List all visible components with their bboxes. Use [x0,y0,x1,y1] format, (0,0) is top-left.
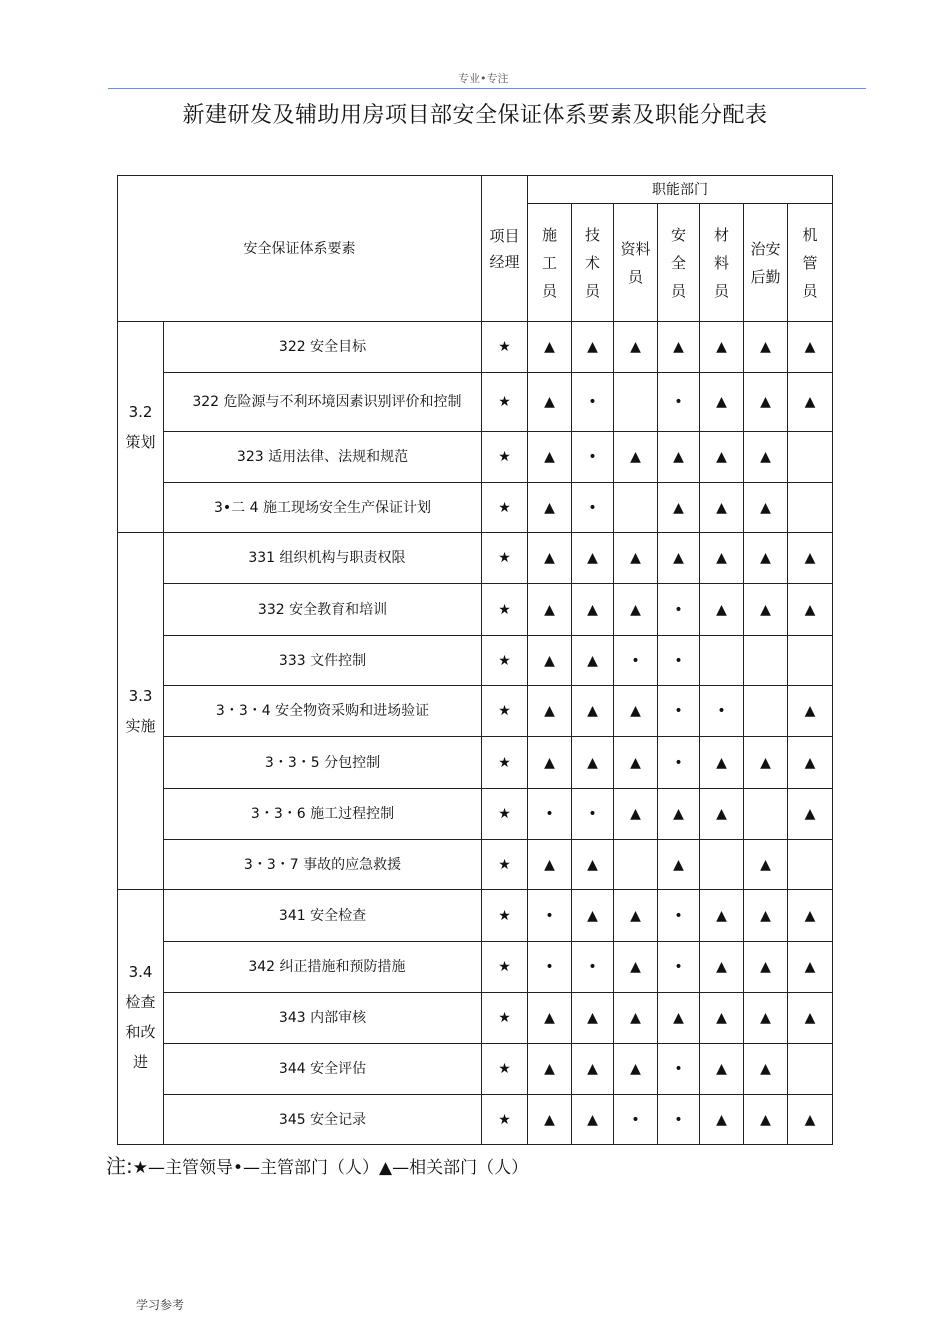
dept-mark: ▲ [572,1095,614,1145]
dept-mark: • [658,636,700,686]
element-item: 3・3・6 施工过程控制 [164,789,482,840]
pm-header: 项目 经理 [482,176,528,322]
dept-mark: • [700,686,744,737]
dept-mark: ▲ [788,1095,833,1145]
dept-mark: ▲ [572,993,614,1044]
pm-mark: ★ [482,993,528,1044]
dept-mark: ▲ [658,993,700,1044]
header-rule [108,88,866,89]
page-header-text: 专业•专注 [458,72,509,85]
dept-mark: • [614,1095,658,1145]
dept-mark: • [528,890,572,942]
dept-mark: ▲ [614,737,658,789]
section-label: 3.4 检查 和改 进 [118,890,164,1145]
dept-mark [788,840,833,890]
document-title: 新建研发及辅助用房项目部安全保证体系要素及职能分配表 [182,103,768,128]
element-header: 安全保证体系要素 [118,176,482,322]
pm-mark: ★ [482,890,528,942]
pm-mark: ★ [482,322,528,373]
dept-header: 材 料 员 [700,204,744,322]
pm-mark: ★ [482,737,528,789]
dept-header: 安 全 员 [658,204,700,322]
pm-mark: ★ [482,1095,528,1145]
pm-mark: ★ [482,432,528,483]
pm-mark: ★ [482,483,528,533]
dept-mark: ▲ [700,1095,744,1145]
element-item: 322 危险源与不利环境因素识别评价和控制 [164,373,482,432]
table-row [118,322,833,373]
element-item: 331 组织机构与职责权限 [164,533,482,584]
dept-mark: ▲ [744,432,788,483]
dept-mark: ▲ [700,322,744,373]
table-row [118,993,833,1044]
element-item: 3・3・7 事故的应急救援 [164,840,482,890]
dept-header: 资料 员 [614,204,658,322]
dept-mark: ▲ [614,789,658,840]
dept-mark: ▲ [572,584,614,636]
table-row [118,432,833,483]
dept-mark [744,686,788,737]
dept-mark: ▲ [528,373,572,432]
dept-mark: ▲ [614,890,658,942]
dept-mark: • [658,1044,700,1095]
element-item: 3・3・5 分包控制 [164,737,482,789]
dept-mark [744,789,788,840]
element-item: 323 适用法律、法规和规范 [164,432,482,483]
table-row [118,686,833,737]
pm-mark: ★ [482,942,528,993]
dept-mark: ▲ [788,584,833,636]
dept-mark: • [658,373,700,432]
dept-header: 机 管 员 [788,204,833,322]
dept-mark: ▲ [658,432,700,483]
dept-mark: ▲ [572,737,614,789]
dept-mark: • [572,432,614,483]
dept-mark: ▲ [528,1095,572,1145]
table-row [118,840,833,890]
dept-mark: ▲ [614,942,658,993]
dept-header: 施 工 员 [528,204,572,322]
dept-header: 技 术 员 [572,204,614,322]
dept-mark: ▲ [528,993,572,1044]
dept-mark [614,840,658,890]
dept-mark: ▲ [700,890,744,942]
dept-mark: • [572,789,614,840]
dept-mark: ▲ [744,890,788,942]
dept-mark: ▲ [614,584,658,636]
dept-mark: ▲ [658,483,700,533]
dept-mark: ▲ [700,483,744,533]
dept-mark: ▲ [744,373,788,432]
dept-mark: ▲ [788,942,833,993]
dept-mark [614,483,658,533]
note-lead: 注: [106,1154,133,1178]
dept-mark: ▲ [788,737,833,789]
table-body [118,176,833,1145]
dept-mark: ▲ [528,584,572,636]
dept-mark: ▲ [572,322,614,373]
dept-mark: ▲ [614,1044,658,1095]
dept-mark: ▲ [744,533,788,584]
dept-mark: ▲ [572,686,614,737]
pm-mark: ★ [482,636,528,686]
dept-mark: ▲ [614,432,658,483]
dept-mark: • [658,890,700,942]
dept-mark: ▲ [700,789,744,840]
dept-mark [788,432,833,483]
element-item: 343 内部审核 [164,993,482,1044]
dept-mark: ▲ [700,533,744,584]
dept-mark: ▲ [658,322,700,373]
dept-mark [744,636,788,686]
dept-mark: ▲ [614,533,658,584]
element-item: 341 安全检查 [164,890,482,942]
pm-mark: ★ [482,840,528,890]
dept-mark [788,1044,833,1095]
dept-mark: ▲ [700,993,744,1044]
section-label: 3.2 策划 [118,322,164,533]
dept-mark: ▲ [614,322,658,373]
dept-mark: ▲ [658,533,700,584]
dept-mark: ▲ [700,432,744,483]
dept-mark: ▲ [788,533,833,584]
dept-mark: ▲ [528,636,572,686]
dept-mark: • [528,942,572,993]
table-row [118,1044,833,1095]
dept-mark: • [528,789,572,840]
element-item: 3・3・4 安全物资采购和进场验证 [164,686,482,737]
dept-mark: ▲ [788,686,833,737]
table-row [118,789,833,840]
dept-mark: ▲ [700,737,744,789]
table-row [118,533,833,584]
dept-mark: ▲ [572,890,614,942]
table-row [118,890,833,942]
table-row [118,1095,833,1145]
dept-mark: ▲ [614,686,658,737]
dept-mark: • [658,942,700,993]
dept-mark [614,373,658,432]
element-item: 344 安全评估 [164,1044,482,1095]
dept-mark: • [572,373,614,432]
element-item: 342 纠正措施和预防措施 [164,942,482,993]
dept-mark: ▲ [528,432,572,483]
dept-mark: • [658,584,700,636]
dept-mark: ▲ [572,533,614,584]
pm-mark: ★ [482,373,528,432]
dept-mark: ▲ [528,737,572,789]
element-item: 345 安全记录 [164,1095,482,1145]
responsibility-table [117,175,833,1145]
dept-mark: ▲ [528,1044,572,1095]
dept-header: 治安 后勤 [744,204,788,322]
dept-mark: ▲ [528,483,572,533]
element-item: 333 文件控制 [164,636,482,686]
dept-mark: ▲ [788,322,833,373]
dept-mark [700,636,744,686]
page-footer: 学习参考 [136,1298,185,1312]
dept-mark: ▲ [744,840,788,890]
dept-mark: ▲ [572,840,614,890]
pm-mark: ★ [482,584,528,636]
table-row [118,483,833,533]
dept-mark: ▲ [744,737,788,789]
table-row [118,636,833,686]
dept-mark: ▲ [572,636,614,686]
dept-mark [700,840,744,890]
dept-mark: ▲ [700,373,744,432]
note-text: ★—主管领导•—主管部门（人）▲—相关部门（人） [132,1158,529,1178]
dept-mark: ▲ [744,1095,788,1145]
element-item: 3•二 4 施工现场安全生产保证计划 [164,483,482,533]
dept-mark: ▲ [528,686,572,737]
dept-mark: ▲ [700,584,744,636]
dept-mark: ▲ [744,322,788,373]
dept-mark: ▲ [528,322,572,373]
dept-mark: ▲ [700,942,744,993]
dept-mark: • [658,686,700,737]
table-row [118,737,833,789]
dept-mark: • [658,1095,700,1145]
dept-mark: ▲ [788,890,833,942]
dept-mark: ▲ [788,993,833,1044]
pm-mark: ★ [482,686,528,737]
dept-mark: • [572,483,614,533]
legend-note [106,1150,528,1179]
dept-mark [788,636,833,686]
dept-mark [788,483,833,533]
dept-group-header: 职能部门 [528,176,833,204]
element-item: 332 安全教育和培训 [164,584,482,636]
dept-mark: ▲ [528,840,572,890]
dept-mark: ▲ [658,789,700,840]
section-label: 3.3 实施 [118,533,164,890]
dept-mark: ▲ [700,1044,744,1095]
dept-mark: ▲ [788,789,833,840]
dept-mark: ▲ [658,840,700,890]
dept-mark: ▲ [744,584,788,636]
dept-mark: ▲ [744,483,788,533]
dept-mark: ▲ [744,1044,788,1095]
dept-mark: ▲ [744,993,788,1044]
table-row [118,584,833,636]
dept-mark: ▲ [572,1044,614,1095]
dept-mark: • [572,942,614,993]
dept-mark: ▲ [528,533,572,584]
table-row [118,942,833,993]
pm-mark: ★ [482,533,528,584]
dept-mark: • [658,737,700,789]
dept-mark: ▲ [788,373,833,432]
table-row [118,373,833,432]
pm-mark: ★ [482,1044,528,1095]
dept-mark: ▲ [744,942,788,993]
dept-mark: • [614,636,658,686]
element-item: 322 安全目标 [164,322,482,373]
pm-mark: ★ [482,789,528,840]
dept-mark: ▲ [614,993,658,1044]
